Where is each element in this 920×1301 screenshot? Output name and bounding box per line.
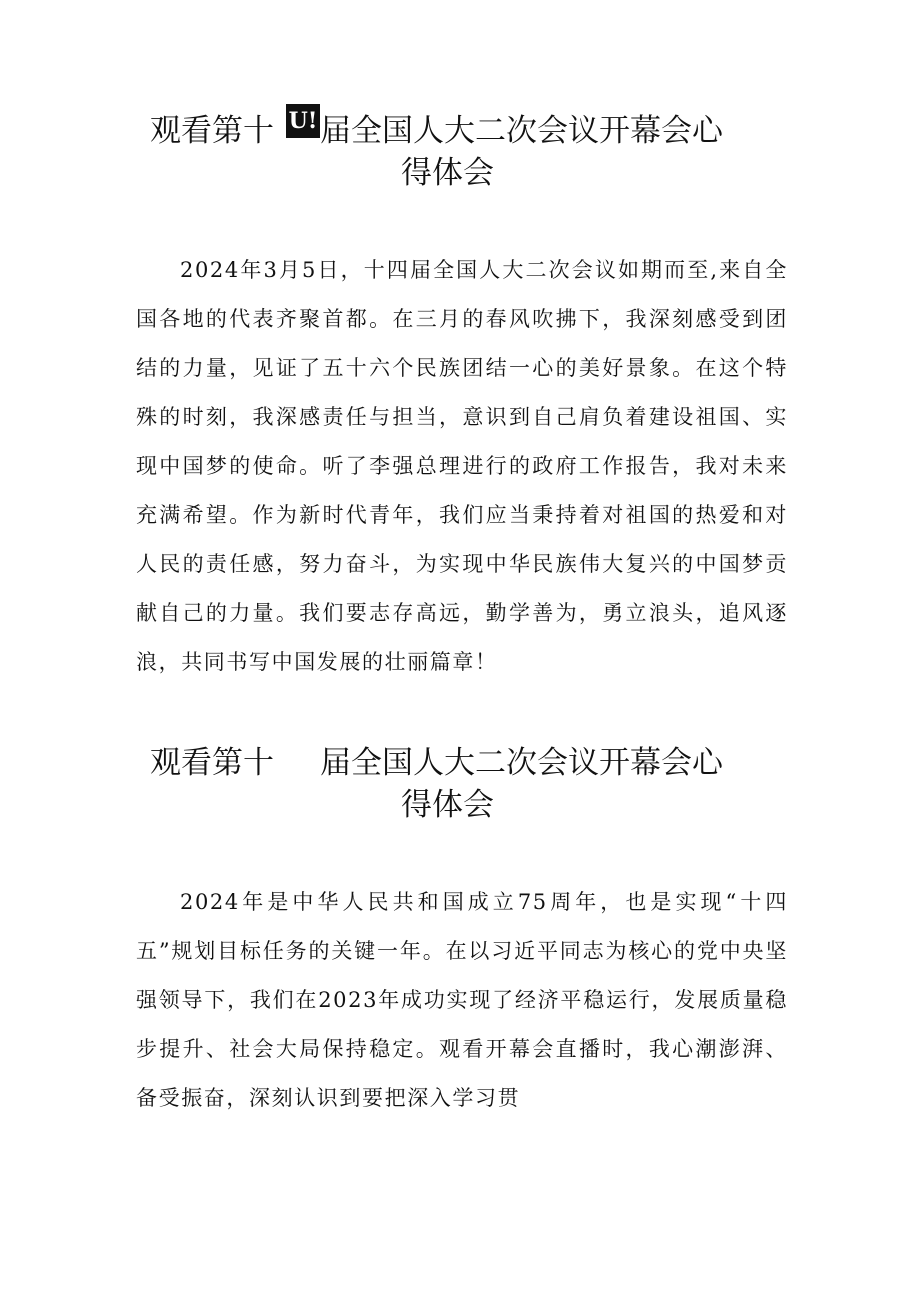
section-2-title-line-2: 得体会 xyxy=(401,787,494,823)
section-2-title-line-1 xyxy=(150,742,745,784)
section-1-title-line-1 xyxy=(150,110,745,152)
section-1-title-part-a: 观看第十 xyxy=(150,113,274,149)
section-1-title-gap xyxy=(274,110,320,152)
section-2-paragraph: 2024年是中华人民共和国成立75周年，也是实现“十四五”规划目标任务的关键一年。在以习近平同志为核心的党中央坚强领导下，我们在2023年成功实现了经济平稳运行，发展质量稳步提升、社会大局保持稳定。观看开幕会直播时，我心潮澎湃、备受振奋，深刻认识到要把深入学习贯 xyxy=(136,890,788,1110)
section-1-title xyxy=(150,110,745,194)
section-2-title-part-a: 观看第十 xyxy=(150,745,274,781)
section-1-title-part-b: 届全国人大二次会议开幕会心 xyxy=(320,113,723,149)
section-2-title-part-b: 届全国人大二次会议开幕会心 xyxy=(320,745,723,781)
section-1-paragraph: 2024年3月5日，十四届全国人大二次会议如期而至,来自全国各地的代表齐聚首都。在三月的春风吹拂下，我深刻感受到团结的力量，见证了五十六个民族团结一心的美好景象。在这个特殊的时刻，我深感责任与担当，意识到自己肩负着建设祖国、实现中国梦的使命。听了李强总理进行的政府工作报告，我对未来充满希望。作为新时代青年，我们应当秉持着对祖国的热爱和对人民的责任感，努力奋斗，为实现中华民族伟大复兴的中国梦贡献自己的力量。我们要志存高远，勤学善为，勇立浪头，追风逐浪，共同书写中国发展的壮丽篇章！ xyxy=(136,258,788,674)
section-2-title-gap xyxy=(274,742,320,784)
section-1-title-line-2: 得体会 xyxy=(401,155,494,191)
section-2-title xyxy=(150,742,745,826)
broken-glyph-icon: U! xyxy=(286,104,320,138)
